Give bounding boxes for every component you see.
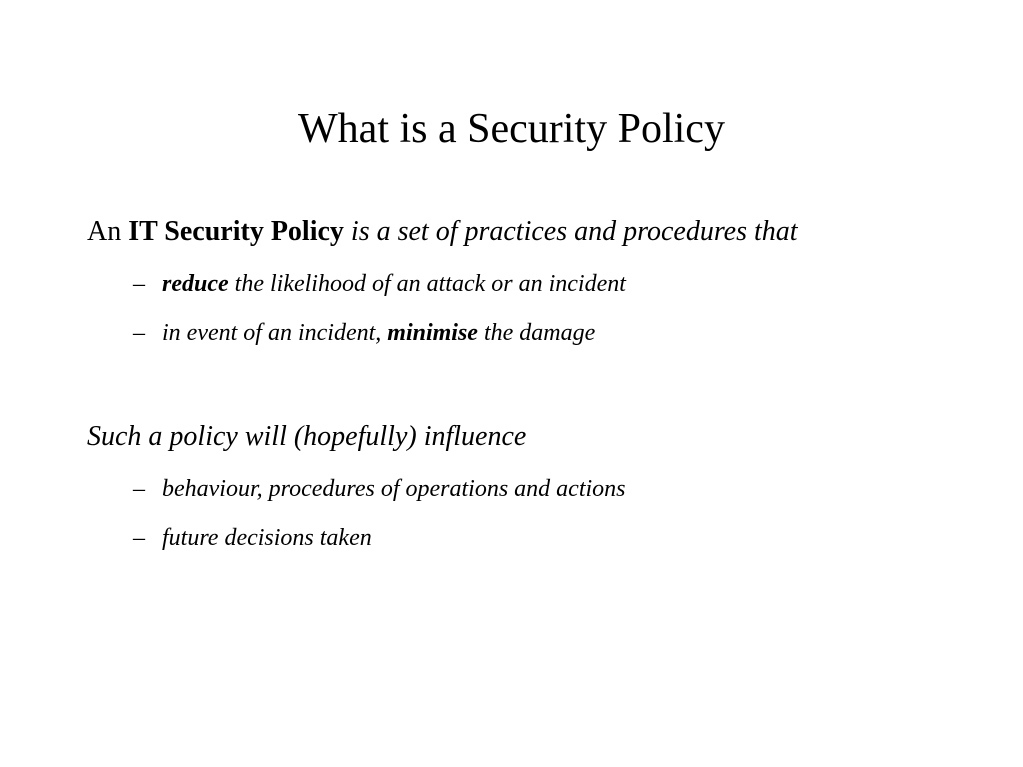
list-item: [133, 523, 372, 553]
definition-term: IT Security Policy: [128, 216, 344, 247]
list-item: [133, 474, 626, 504]
bullet-emphasis: minimise: [387, 320, 478, 346]
list-item: [133, 269, 626, 299]
bullet-dash: –: [133, 476, 145, 502]
influence-heading: Such a policy will (hopefully) influence: [87, 421, 527, 452]
bullet-text-prefix: in event of an incident,: [162, 320, 382, 346]
bullet-dash: –: [133, 525, 145, 551]
list-item: [133, 318, 595, 348]
bullet-text: behaviour, procedures of operations and actions: [162, 476, 626, 502]
slide-title: What is a Security Policy: [298, 106, 725, 152]
bullet-dash: –: [133, 320, 145, 346]
bullet-text: future decisions taken: [162, 525, 372, 551]
bullet-text: the likelihood of an attack or an incident: [234, 271, 626, 297]
definition-line: [87, 215, 798, 249]
definition-lead: An: [87, 216, 122, 247]
bullet-emphasis: reduce: [162, 271, 229, 297]
bullet-text: the damage: [483, 320, 596, 346]
definition-rest: is a set of practices and procedures that: [350, 216, 798, 247]
bullet-dash: –: [133, 271, 145, 297]
